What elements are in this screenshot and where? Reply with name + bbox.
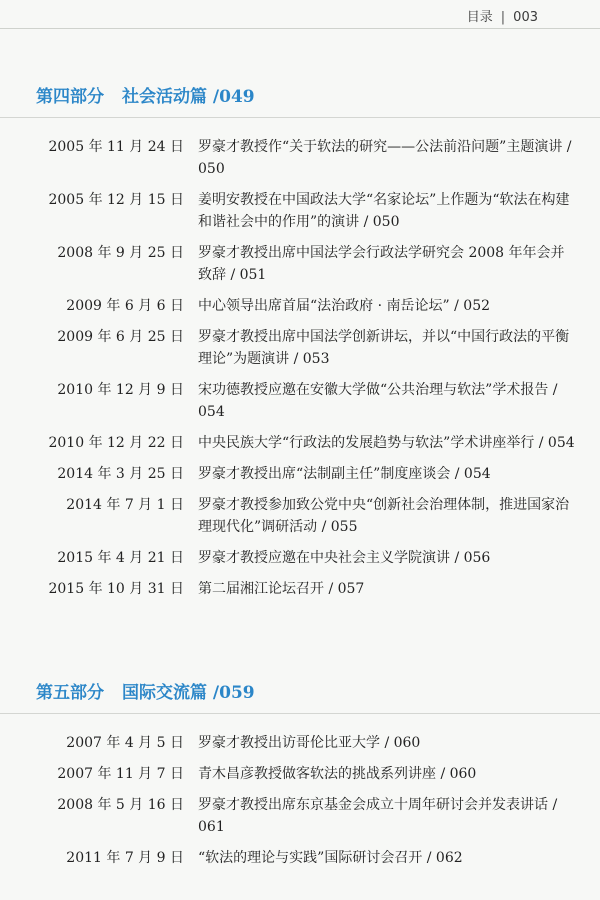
toc-entry (0, 242, 600, 286)
entry-text: 罗豪才教授出席中国法学创新讲坛，并以“中国行政法的平衡理论”为题演讲 / 053 (198, 329, 570, 367)
entry-text: 罗豪才教授应邀在中央社会主义学院演讲 / 056 (198, 550, 491, 566)
toc-entry (0, 794, 600, 838)
entry-text: 中心领导出席首届“法治政府 · 南岳论坛” / 052 (198, 298, 491, 314)
toc-entry (0, 136, 600, 180)
entry-date: 2008 年 5 月 16 日 (57, 797, 184, 813)
toc-entry (0, 295, 600, 317)
entry-text: 罗豪才教授出席东京基金会成立十周年研讨会并发表讲话 / 061 (198, 797, 558, 835)
entry-date: 2009 年 6 月 25 日 (57, 329, 184, 345)
section-social-activities (0, 82, 600, 600)
header-rule (0, 28, 600, 29)
entry-date: 2005 年 12 月 15 日 (48, 192, 184, 208)
entry-text: 中央民族大学“行政法的发展趋势与软法”学术讲座举行 / 054 (198, 435, 575, 451)
toc-entry (0, 463, 600, 485)
entry-list (0, 732, 600, 869)
section-title (36, 82, 600, 107)
entry-date: 2010 年 12 月 22 日 (48, 435, 184, 451)
entry-text: 青木昌彦教授做客软法的挑战系列讲座 / 060 (198, 766, 477, 782)
entry-date: 2014 年 3 月 25 日 (57, 466, 184, 482)
entry-date: 2015 年 10 月 31 日 (48, 581, 184, 597)
entry-date: 2008 年 9 月 25 日 (57, 245, 184, 261)
entry-text: “软法的理论与实践”国际研讨会召开 / 062 (198, 850, 463, 866)
header-title: 目录 (466, 10, 493, 25)
entry-text: 宋功德教授应邀在安徽大学做“公共治理与软法”学术报告 / 054 (198, 382, 558, 420)
entry-date: 2015 年 4 月 21 日 (57, 550, 184, 566)
toc-entry (0, 189, 600, 233)
header-separator: | (500, 10, 506, 25)
section-title-text: 国际交流篇 /059 (122, 683, 255, 703)
entry-text: 姜明安教授在中国政法大学“名家论坛”上作题为“软法在构建和谐社会中的作用”的演讲 / 050 (198, 192, 570, 230)
entry-date: 2005 年 11 月 24 日 (48, 139, 184, 155)
section-part-label: 第五部分 (36, 683, 104, 703)
entry-date: 2011 年 7 月 9 日 (66, 850, 184, 866)
toc-entry (0, 578, 600, 600)
section-international-exchange (0, 678, 600, 869)
entry-text: 罗豪才教授参加致公党中央“创新社会治理体制，推进国家治理现代化”调研活动 / 055 (198, 497, 570, 535)
entry-text: 罗豪才教授作“关于软法的研究——公法前沿问题”主题演讲 / 050 (198, 139, 572, 177)
entry-date: 2007 年 4 月 5 日 (66, 735, 184, 751)
entry-date: 2009 年 6 月 6 日 (66, 298, 184, 314)
toc-entry (0, 847, 600, 869)
entry-text: 罗豪才教授出席“法制副主任”制度座谈会 / 054 (198, 466, 491, 482)
section-title (36, 678, 600, 703)
header-page-number: 003 (513, 10, 538, 25)
running-header (467, 6, 538, 25)
entry-list (0, 136, 600, 600)
toc-entry (0, 432, 600, 454)
entry-text: 罗豪才教授出访哥伦比亚大学 / 060 (198, 735, 421, 751)
toc-entry (0, 494, 600, 538)
section-title-text: 社会活动篇 /049 (122, 87, 255, 107)
toc-entry (0, 547, 600, 569)
entry-text: 罗豪才教授出席中国法学会行政法学研究会 2008 年年会并致辞 / 051 (198, 245, 565, 283)
toc-entry (0, 763, 600, 785)
toc-entry (0, 732, 600, 754)
section-part-label: 第四部分 (36, 87, 104, 107)
entry-date: 2007 年 11 月 7 日 (57, 766, 184, 782)
toc-entry (0, 326, 600, 370)
entry-text: 第二届湘江论坛召开 / 057 (198, 581, 365, 597)
entry-date: 2014 年 7 月 1 日 (66, 497, 184, 513)
toc-entry (0, 379, 600, 423)
section-divider (0, 713, 600, 714)
entry-date: 2010 年 12 月 9 日 (57, 382, 184, 398)
section-divider (0, 117, 600, 118)
